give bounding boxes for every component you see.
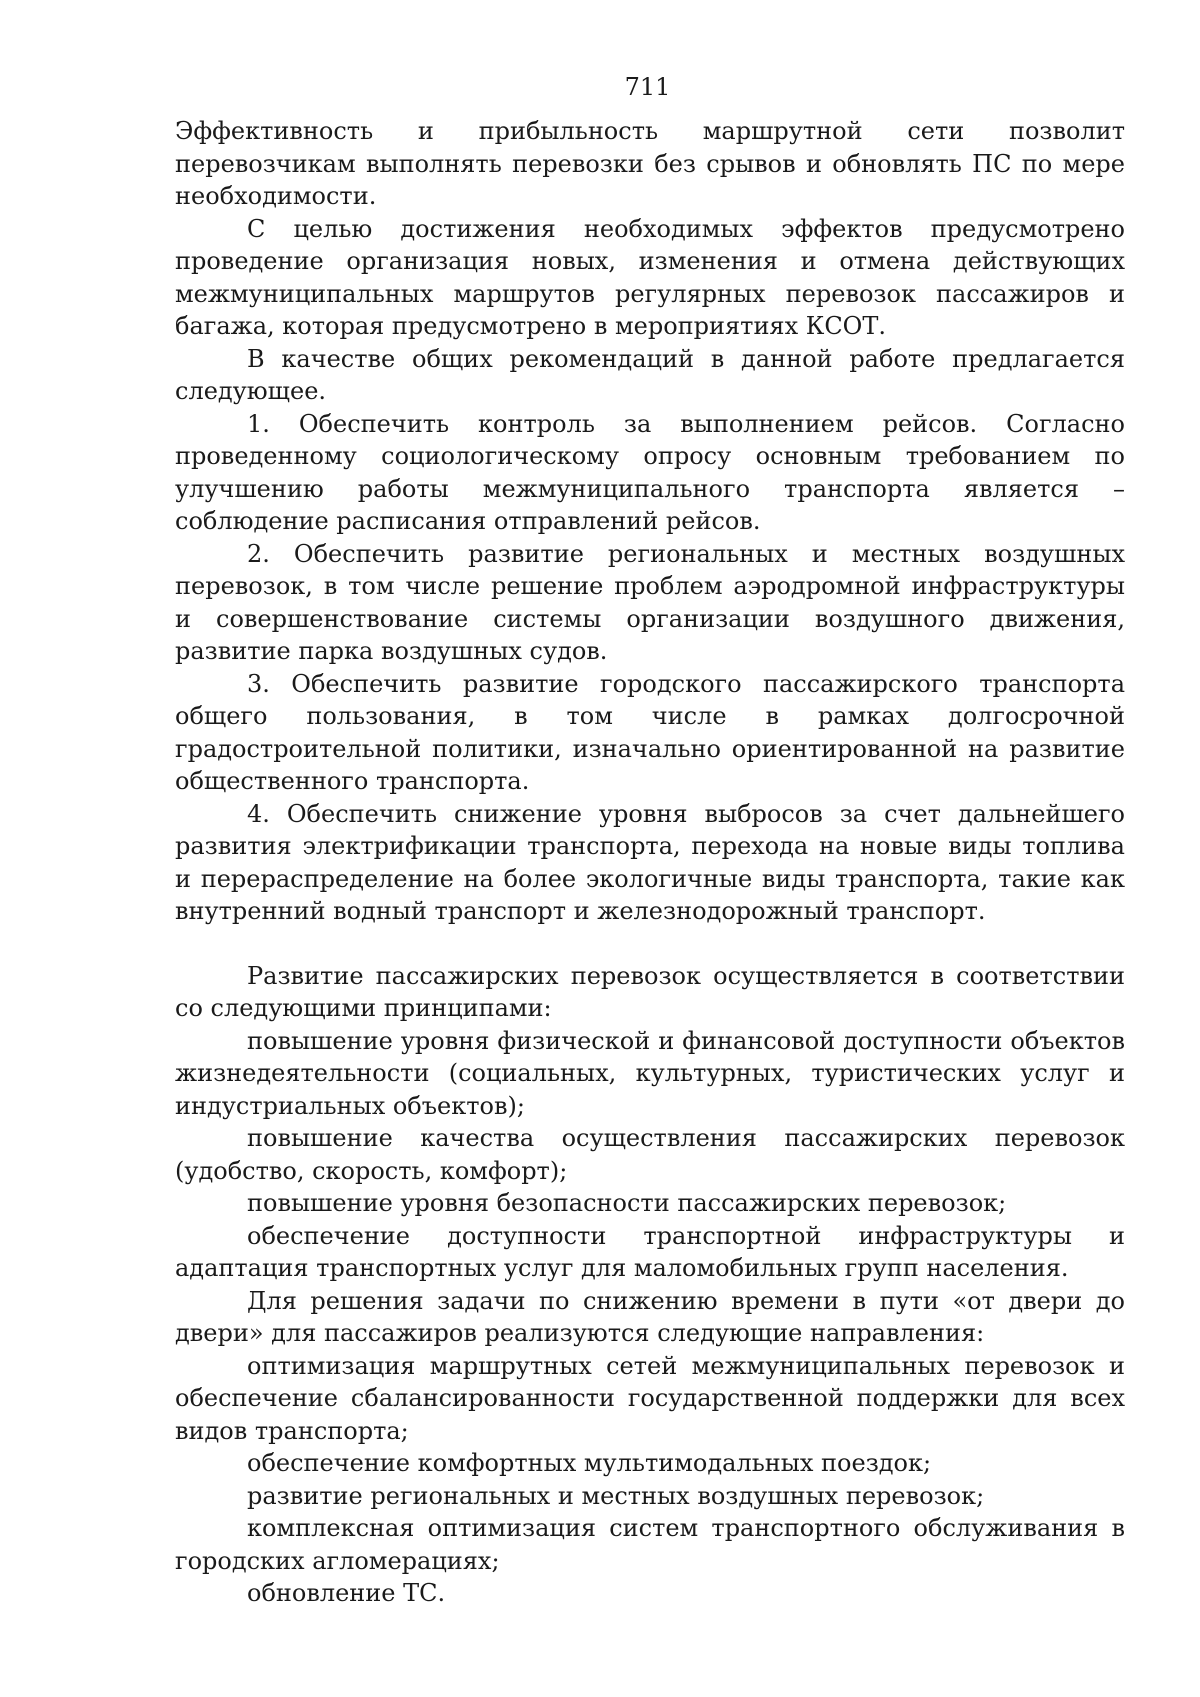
- paragraph-2: С целью достижения необходимых эффектов предусмотрено проведение организация новых, изменения и отмена действующих межмуниципальных маршрутов регулярных перевозок пассажиров и багажа, которая предусмотрено в мероприятиях КСОТ.: [175, 214, 1125, 340]
- recommendation-1: 1. Обеспечить контроль за выполнением рейсов. Согласно проведенному социологическому опросу основным требованием по улучшению работы межмуниципального транспорта является – соблюдение расписания отправлений рейсов.: [175, 409, 1125, 535]
- paragraph-3: В качестве общих рекомендаций в данной работе предлагается следующее.: [175, 344, 1125, 405]
- paragraph-1: Эффективность и прибыльность маршрутной сети позволит перевозчикам выполнять перевозки без срывов и обновлять ПС по мере необходимости.: [175, 117, 1125, 210]
- direction-item: обновление ТС.: [247, 1579, 446, 1607]
- page-number: 711: [624, 73, 671, 101]
- recommendation-4: 4. Обеспечить снижение уровня выбросов за счет дальнейшего развития электрификации транспорта, перехода на новые виды топлива и перераспределение на более экологичные виды транспорта, такие как внутренний водный транспорт и железнодорожный транспорт.: [175, 799, 1125, 925]
- direction-item: комплексная оптимизация систем транспортного обслуживания в городских агломерациях;: [175, 1514, 1125, 1575]
- directions-intro: Для решения задачи по снижению времени в пути «от двери до двери» для пассажиров реализуются следующие направления:: [175, 1286, 1125, 1347]
- principle-item: обеспечение доступности транспортной инфраструктуры и адаптация транспортных услуг для маломобильных групп населения.: [175, 1221, 1125, 1282]
- principle-item: повышение качества осуществления пассажирских перевозок (удобство, скорость, комфорт);: [175, 1124, 1125, 1185]
- principle-item: повышение уровня физической и финансовой доступности объектов жизнедеятельности (социальных, культурных, туристических услуг и индустриальных объектов);: [175, 1026, 1125, 1120]
- direction-item: развитие региональных и местных воздушных перевозок;: [247, 1481, 985, 1510]
- recommendation-2: 2. Обеспечить развитие региональных и местных воздушных перевозок, в том числе решение проблем аэродромной инфраструктуры и совершенствование системы организации воздушного движения, развитие парка воздушных судов.: [175, 539, 1125, 665]
- principle-item: повышение уровня безопасности пассажирских перевозок;: [247, 1189, 1007, 1217]
- principles-intro: Развитие пассажирских перевозок осуществляется в соответствии со следующими принципами:: [175, 961, 1125, 1022]
- direction-item: обеспечение комфортных мультимодальных поездок;: [247, 1449, 932, 1477]
- direction-item: оптимизация маршрутных сетей межмуниципальных перевозок и обеспечение сбалансированности государственной поддержки для всех видов транспорта;: [175, 1351, 1125, 1445]
- body-text: [175, 115, 1125, 1610]
- recommendation-3: 3. Обеспечить развитие городского пассажирского транспорта общего пользования, в том числе в рамках долгосрочной градостроительной политики, изначально ориентированной на развитие общественного транспорта.: [175, 669, 1125, 795]
